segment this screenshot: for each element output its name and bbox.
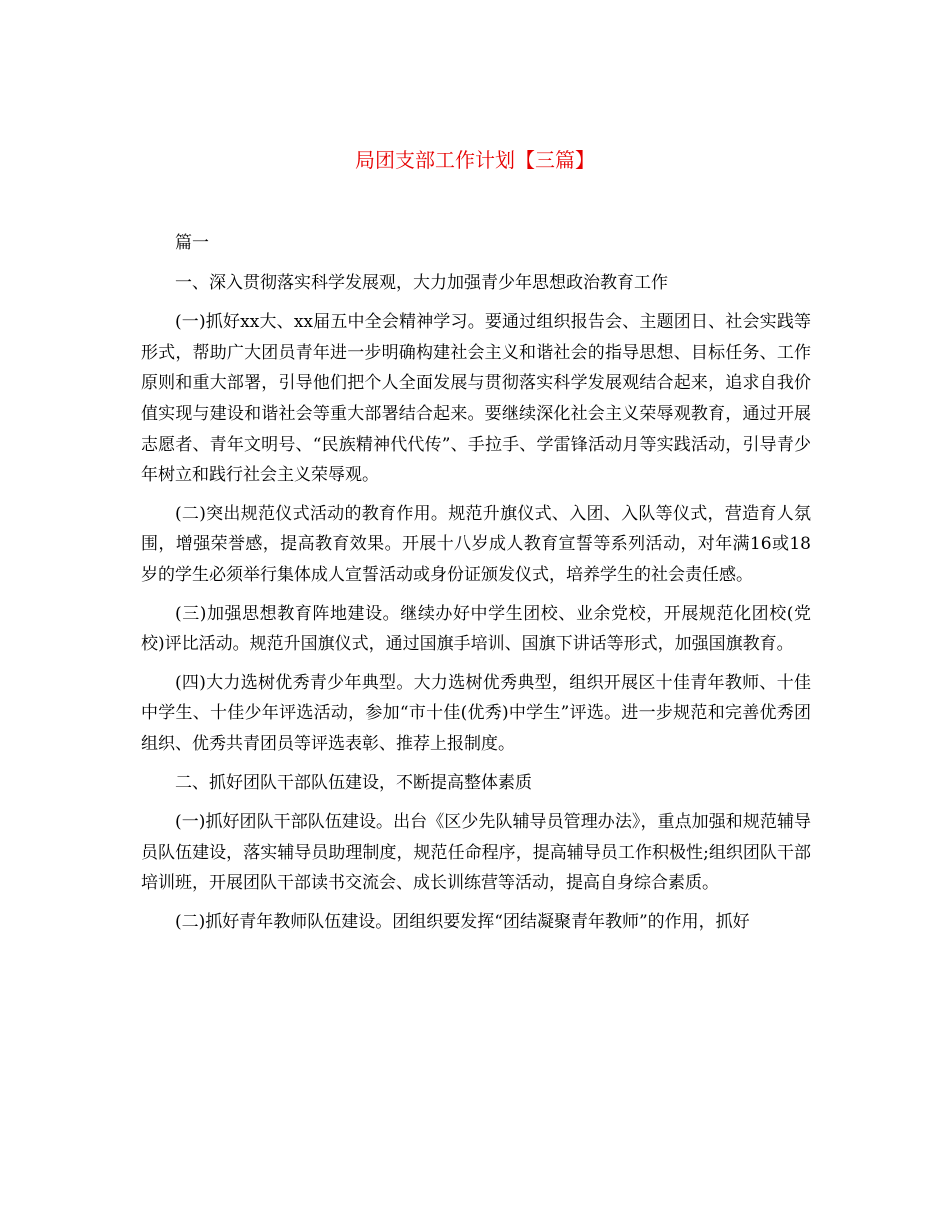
paragraph-1-1: (一)抓好xx大、xx届五中全会精神学习。要通过组织报告会、主题团日、社会实践等形式，帮助广大团员青年进一步明确构建社会主义和谐社会的指导思想、目标任务、工作原则和重大部署，引导他们把个人全面发展与贯彻落实科学发展观结合起来，追求自我价值实现与建设和谐社会等重大部署结合起来。要继续深化社会主义荣辱观教育，通过开展志愿者、青年文明号、“民族精神代代传”、手拉手、学雷锋活动月等实践活动，引导青少年树立和践行社会主义荣辱观。 [141, 312, 811, 486]
paragraph-2-2: (二)抓好青年教师队伍建设。团组织要发挥“团结凝聚青年教师”的作用，抓好 [175, 911, 750, 932]
paragraph-2-1: (一)抓好团队干部队伍建设。出台《区少先队辅导员管理办法》，重点加强和规范辅导员队伍建设，落实辅导员助理制度，规范任命程序，提高辅导员工作积极性;组织团队干部培训班，开展团队干部读书交流会、成长训练营等活动，提高自身综合素质。 [141, 812, 811, 894]
document-title: 局团支部工作计划【三篇】 [355, 148, 595, 172]
section-label: 篇一 [175, 233, 209, 253]
paragraph-1-2: (二)突出规范仪式活动的教育作用。规范升旗仪式、入团、入队等仪式，营造育人氛围，增强荣誉感，提高教育效果。开展十八岁成人教育宣誓等系列活动，对年满16或18岁的学生必须举行集体成人宣誓活动或身份证颁发仪式，培养学生的社会责任感。 [141, 503, 811, 585]
paragraph-1-4: (四)大力选树优秀青少年典型。大力选树优秀典型，组织开展区十佳青年教师、十佳中学生、十佳少年评选活动，参加“市十佳(优秀)中学生”评选。进一步规范和完善优秀团组织、优秀共青团员等评选表彰、推荐上报制度。 [141, 672, 811, 754]
section-heading-1: 一、深入贯彻落实科学发展观，大力加强青少年思想政治教育工作 [175, 272, 668, 293]
paragraph-1-3: (三)加强思想教育阵地建设。继续办好中学生团校、业余党校，开展规范化团校(党校)评比活动。规范升国旗仪式，通过国旗手培训、国旗下讲话等形式，加强国旗教育。 [141, 603, 811, 655]
document-body [141, 228, 811, 945]
section-heading-2: 二、抓好团队干部队伍建设，不断提高整体素质 [175, 772, 532, 793]
